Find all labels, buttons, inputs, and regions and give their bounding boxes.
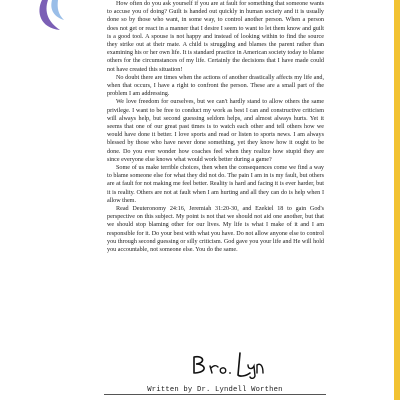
author-byline: Written by Dr. Lyndell Worthen (147, 386, 283, 394)
letter-paragraph: Read Deuteronomy 24:16, Jeremiah 31:20-30, and Ezekiel 18 to gain God's perspective on this subject. My point is not that we should not aid one another, but that we should stop blaming other for our lives. My life is what I make of it and I am responsible for it. Do your best with what you have. Do not allow anyone else to control you through second guessing or silly criticism. God gave you your life and He will hold you accountable, not someone else. You do the same. (107, 206, 324, 254)
letter-paragraph: We love freedom for ourselves, but we can't hardly stand to allow others the same privilege. I want to be free to conduct my work as best I can and constructive criticism will always help, but second guessing seldom helps, and almost always hurts. Yet it seems that one of our great past times is to watch each other and tell others how we would have done it better. I love sports and read or listen to sports news. I am always blessed by those who have never done something, yet they know how it ought to be done. Do you ever wonder how coaches feel when they realize how stupid they are since everyone else knows what would work better during a game? (107, 99, 324, 163)
byline-divider (104, 394, 326, 395)
letter-paragraph: Some of us make terrible choices, then when the consequences come we find a way to blame someone else for what they did not do. The pain I am in is my fault, but others are at fault for not making me feel better. Reality is hard and facing it is ever harder, but it is reality. Others are not at fault when I am hurting and all they can do is help when I allow them. (107, 165, 324, 204)
accent-stripe (394, 0, 400, 400)
letter-paragraph: No doubt there are times when the actions of another drastically affects my life and, when that occurs, I have a right to confront the person. These are a small part of the problem I am addressing. (107, 74, 324, 98)
letter-paragraph: How often do you ask yourself if you are at fault for something that someone wants to accuse you of doing? Guilt is handed out quickly in human society and it is usually done so by those who want, in some way, to control another person. When a person does not get or react in a manner that I desire I seem to want to let them know and guilt is a good tool. A spouse is not happy and instead of looking within to find the source they strike out at their mate. A child is struggling and blames the parent rather than examining his or her own life. It is standard practice in American society today to blame others for the circumstances of my life. Certainly the decisions that I have made could not have created this situation! (107, 1, 324, 73)
swoosh-logo-icon (30, 0, 78, 36)
handwritten-signature (190, 349, 268, 379)
letter-body (107, 0, 324, 254)
